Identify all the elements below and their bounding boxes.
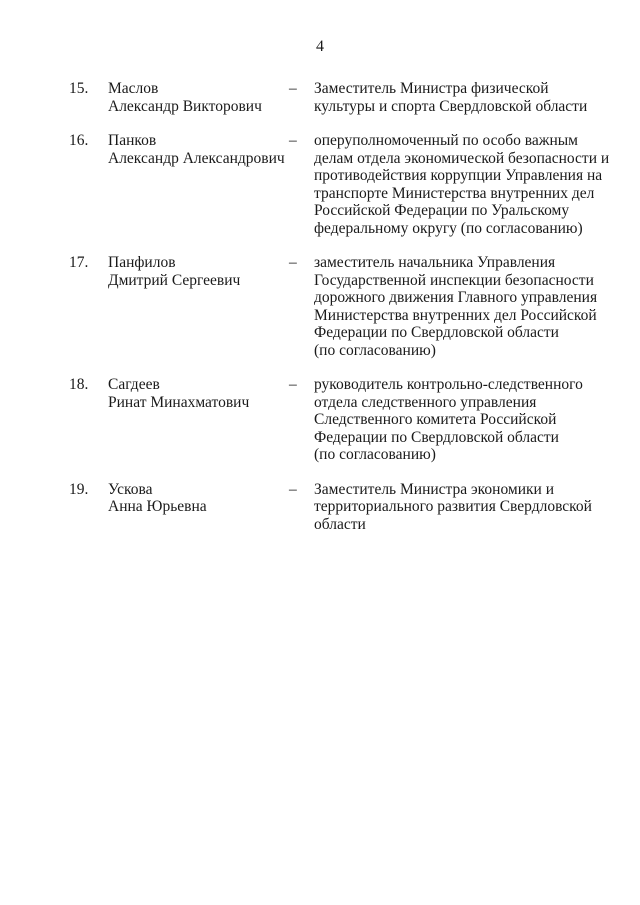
role-line: федеральному округу (по согласованию): [314, 219, 583, 237]
surname: Сагдеев: [108, 376, 160, 393]
given-names: Анна Юрьевна: [108, 498, 207, 515]
entry-dash: –: [289, 376, 297, 393]
entry-role: [314, 132, 614, 237]
role-line: Заместитель Министра физической: [314, 80, 549, 97]
entry-dash: –: [289, 254, 297, 271]
role-line: делам отдела экономической безопасности и: [314, 149, 610, 167]
list-entry: [0, 376, 640, 464]
role-line: Следственного комитета Российской: [314, 411, 557, 428]
entry-number: 17.: [69, 254, 89, 271]
role-line: области: [314, 515, 366, 533]
entry-name: [108, 80, 283, 115]
given-names: Ринат Минахматович: [108, 393, 250, 411]
role-line: Заместитель Министра экономики и: [314, 480, 555, 498]
entry-name: [108, 376, 283, 411]
entry-number: 19.: [69, 480, 89, 498]
list-entry: [0, 132, 640, 237]
role-line: руководитель контрольно-следственного: [314, 376, 583, 393]
role-line: противодействия коррупции Управления на: [314, 167, 603, 184]
member-list: [0, 80, 640, 533]
entry-dash: –: [289, 480, 297, 498]
entry-role: [314, 481, 614, 534]
given-names: Александр Александрович: [108, 149, 285, 167]
entry-role: [314, 254, 614, 359]
role-line: Министерства внутренних дел Российской: [314, 306, 597, 324]
surname: Панфилов: [108, 254, 176, 271]
role-line: дорожного движения Главного управления: [314, 289, 598, 306]
role-line: заместитель начальника Управления: [314, 254, 556, 271]
role-line: Российской Федерации по Уральскому: [314, 202, 570, 219]
entry-dash: –: [289, 80, 297, 97]
surname: Панков: [108, 132, 157, 149]
entry-name: [108, 481, 283, 516]
role-line: Государственной инспекции безопасности: [314, 271, 594, 289]
entry-role: [314, 376, 614, 464]
entry-number: 16.: [69, 132, 89, 149]
given-names: Александр Викторович: [108, 97, 262, 115]
role-line: культуры и спорта Свердловской области: [314, 97, 588, 115]
role-line: (по согласованию): [314, 341, 436, 359]
page-number: 4: [316, 38, 324, 55]
role-line: Федерации по Свердловской области: [314, 428, 559, 446]
given-names: Дмитрий Сергеевич: [108, 271, 241, 289]
role-line: оперуполномоченный по особо важным: [314, 132, 578, 149]
entry-number: 18.: [69, 376, 89, 393]
role-line: Федерации по Свердловской области: [314, 324, 559, 341]
entry-name: [108, 254, 283, 289]
list-entry: [0, 481, 640, 534]
list-entry: [0, 254, 640, 359]
role-line: отдела следственного управления: [314, 393, 537, 411]
entry-number: 15.: [69, 80, 89, 97]
role-line: территориального развития Свердловской: [314, 498, 592, 515]
role-line: (по согласованию): [314, 446, 436, 463]
surname: Ускова: [108, 480, 153, 498]
entry-dash: –: [289, 132, 297, 149]
role-line: транспорте Министерства внутренних дел: [314, 184, 595, 202]
entry-role: [314, 80, 614, 115]
entry-name: [108, 132, 283, 167]
surname: Маслов: [108, 80, 159, 97]
list-entry: [0, 80, 640, 115]
